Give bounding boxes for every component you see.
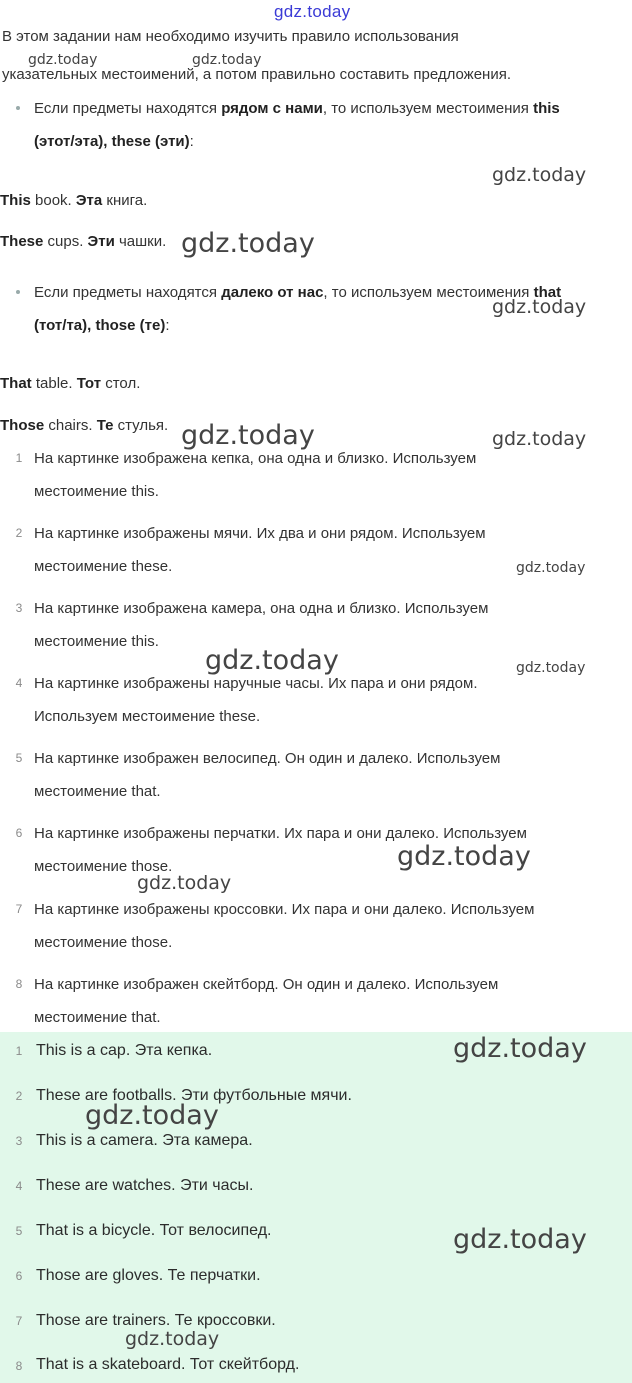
rule-far-line-1 — [34, 276, 561, 309]
rule-far-emphasis: далеко от нас — [221, 284, 324, 301]
item-line-1: На картинке изображены наручные часы. Их пара и они рядом. — [34, 675, 478, 692]
item-number: 6 — [15, 826, 23, 840]
item-line-2: местоимение those. — [34, 858, 173, 875]
rule-far-text-2: , то используем местоимения — [323, 284, 534, 301]
rule-near-line-1 — [34, 92, 560, 125]
item-line-2: местоимение this. — [34, 483, 159, 500]
watermark: gdz.today — [453, 1224, 587, 1255]
watermark: gdz.today — [492, 428, 587, 450]
item-line-2: местоимение those. — [34, 934, 173, 951]
item-line-1: На картинке изображен велосипед. Он один и далеко. Используем — [34, 750, 501, 767]
item-line-1: На картинке изображены мячи. Их два и они рядом. Используем — [34, 525, 486, 542]
item-line-1: На картинке изображена кепка, она одна и близко. Используем — [34, 450, 477, 467]
item-line-2: местоимение these. — [34, 558, 173, 575]
item-line-2: местоимение that. — [34, 783, 161, 800]
answer-number: 6 — [15, 1269, 23, 1283]
intro-line-1: В этом задании нам необходимо изучить правило использования — [2, 28, 459, 45]
item-line-1: На картинке изображена камера, она одна и близко. Используем — [34, 600, 489, 617]
rule-far-line-2 — [34, 309, 170, 342]
watermark: gdz.today — [453, 1033, 587, 1064]
item-line-1: На картинке изображен скейтборд. Он один и далеко. Используем — [34, 976, 499, 993]
watermark: gdz.today — [397, 841, 531, 872]
watermark: gdz.today — [192, 52, 262, 68]
rule-near-emphasis: рядом с нами — [221, 100, 323, 117]
rule-near-this: this — [533, 100, 560, 117]
answer-number: 1 — [15, 1044, 23, 1058]
example-these-pronoun: These — [0, 233, 44, 250]
answer-number: 3 — [15, 1134, 23, 1148]
example-these-ru-noun: чашки. — [114, 233, 167, 250]
intro-line-2: указательных местоимений, а потом правильно составить предложения. — [2, 66, 512, 83]
item-number: 1 — [15, 451, 23, 465]
rule-far-colon: : — [165, 317, 170, 334]
example-those-ru-noun: стулья. — [113, 417, 169, 434]
answer-text: Those are gloves. Те перчатки. — [36, 1267, 261, 1284]
example-these — [0, 225, 166, 258]
item-line-1: На картинке изображены перчатки. Их пара и они далеко. Используем — [34, 825, 527, 842]
item-number: 3 — [15, 601, 23, 615]
example-that-noun: table. — [31, 375, 77, 392]
item-line-2: местоимение this. — [34, 633, 159, 650]
answer-number: 2 — [15, 1089, 23, 1103]
rule-near-pronouns: (этот/эта), these (эти) — [34, 133, 190, 150]
watermark: gdz.today — [137, 872, 232, 894]
rule-near-text-2: , то используем местоимения — [322, 100, 534, 117]
rule-far-pronouns: (тот/та), those (те) — [34, 317, 166, 334]
watermark: gdz.today — [28, 52, 98, 68]
watermark: gdz.today — [85, 1100, 219, 1131]
answer-text: These are watches. Эти часы. — [36, 1177, 254, 1194]
example-this — [0, 184, 147, 217]
answer-text: This is a camera. Эта камера. — [36, 1132, 253, 1149]
answer-number: 7 — [15, 1314, 23, 1328]
example-that-ru-noun: стол. — [101, 375, 141, 392]
example-that-ru-pronoun: Тот — [76, 375, 102, 392]
item-number: 5 — [15, 751, 23, 765]
example-this-ru-noun: книга. — [102, 192, 148, 209]
answer-text: These are footballs. Эти футбольные мячи. — [36, 1087, 352, 1104]
example-that-pronoun: That — [0, 375, 32, 392]
item-line-1: На картинке изображены кроссовки. Их пара и они далеко. Используем — [34, 901, 535, 918]
watermark: gdz.today — [516, 560, 586, 576]
watermark: gdz.today — [181, 228, 315, 259]
answer-text: That is a bicycle. Тот велосипед. — [36, 1222, 272, 1239]
answers-panel — [0, 1032, 632, 1383]
rule-near-line-2 — [34, 125, 194, 158]
rule-near-text: Если предметы находятся — [34, 100, 222, 117]
example-this-noun: book. — [30, 192, 76, 209]
example-these-ru-pronoun: Эти — [87, 233, 115, 250]
site-logo[interactable]: gdz.today — [274, 2, 351, 21]
item-line-2: местоимение that. — [34, 1009, 161, 1026]
example-this-pronoun: This — [0, 192, 31, 209]
answer-text: Those are trainers. Те кроссовки. — [36, 1312, 276, 1329]
bullet-dot-icon — [16, 290, 20, 294]
watermark: gdz.today — [205, 645, 339, 676]
answer-number: 5 — [15, 1224, 23, 1238]
watermark: gdz.today — [181, 420, 315, 451]
item-number: 8 — [15, 977, 23, 991]
answer-text: That is a skateboard. Тот скейтборд. — [36, 1356, 300, 1373]
rule-far-that: that — [533, 284, 562, 301]
example-those-ru-pronoun: Те — [96, 417, 114, 434]
item-number: 7 — [15, 902, 23, 916]
watermark: gdz.today — [492, 296, 587, 318]
answer-text: This is a cap. Эта кепка. — [36, 1042, 213, 1059]
answer-number: 4 — [15, 1179, 23, 1193]
example-that — [0, 367, 140, 400]
answer-number: 8 — [15, 1359, 23, 1373]
example-these-noun: cups. — [43, 233, 88, 250]
rule-far-text: Если предметы находятся — [34, 284, 222, 301]
item-line-2: Используем местоимение these. — [34, 708, 261, 725]
bullet-dot-icon — [16, 106, 20, 110]
rule-near-colon: : — [189, 133, 194, 150]
example-those-pronoun: Those — [0, 417, 45, 434]
example-those — [0, 409, 168, 442]
watermark: gdz.today — [125, 1328, 220, 1350]
item-number: 2 — [15, 526, 23, 540]
page-header — [0, 0, 632, 28]
example-this-ru-pronoun: Эта — [75, 192, 103, 209]
item-number: 4 — [15, 676, 23, 690]
example-those-noun: chairs. — [44, 417, 97, 434]
watermark: gdz.today — [516, 660, 586, 676]
watermark: gdz.today — [492, 164, 587, 186]
